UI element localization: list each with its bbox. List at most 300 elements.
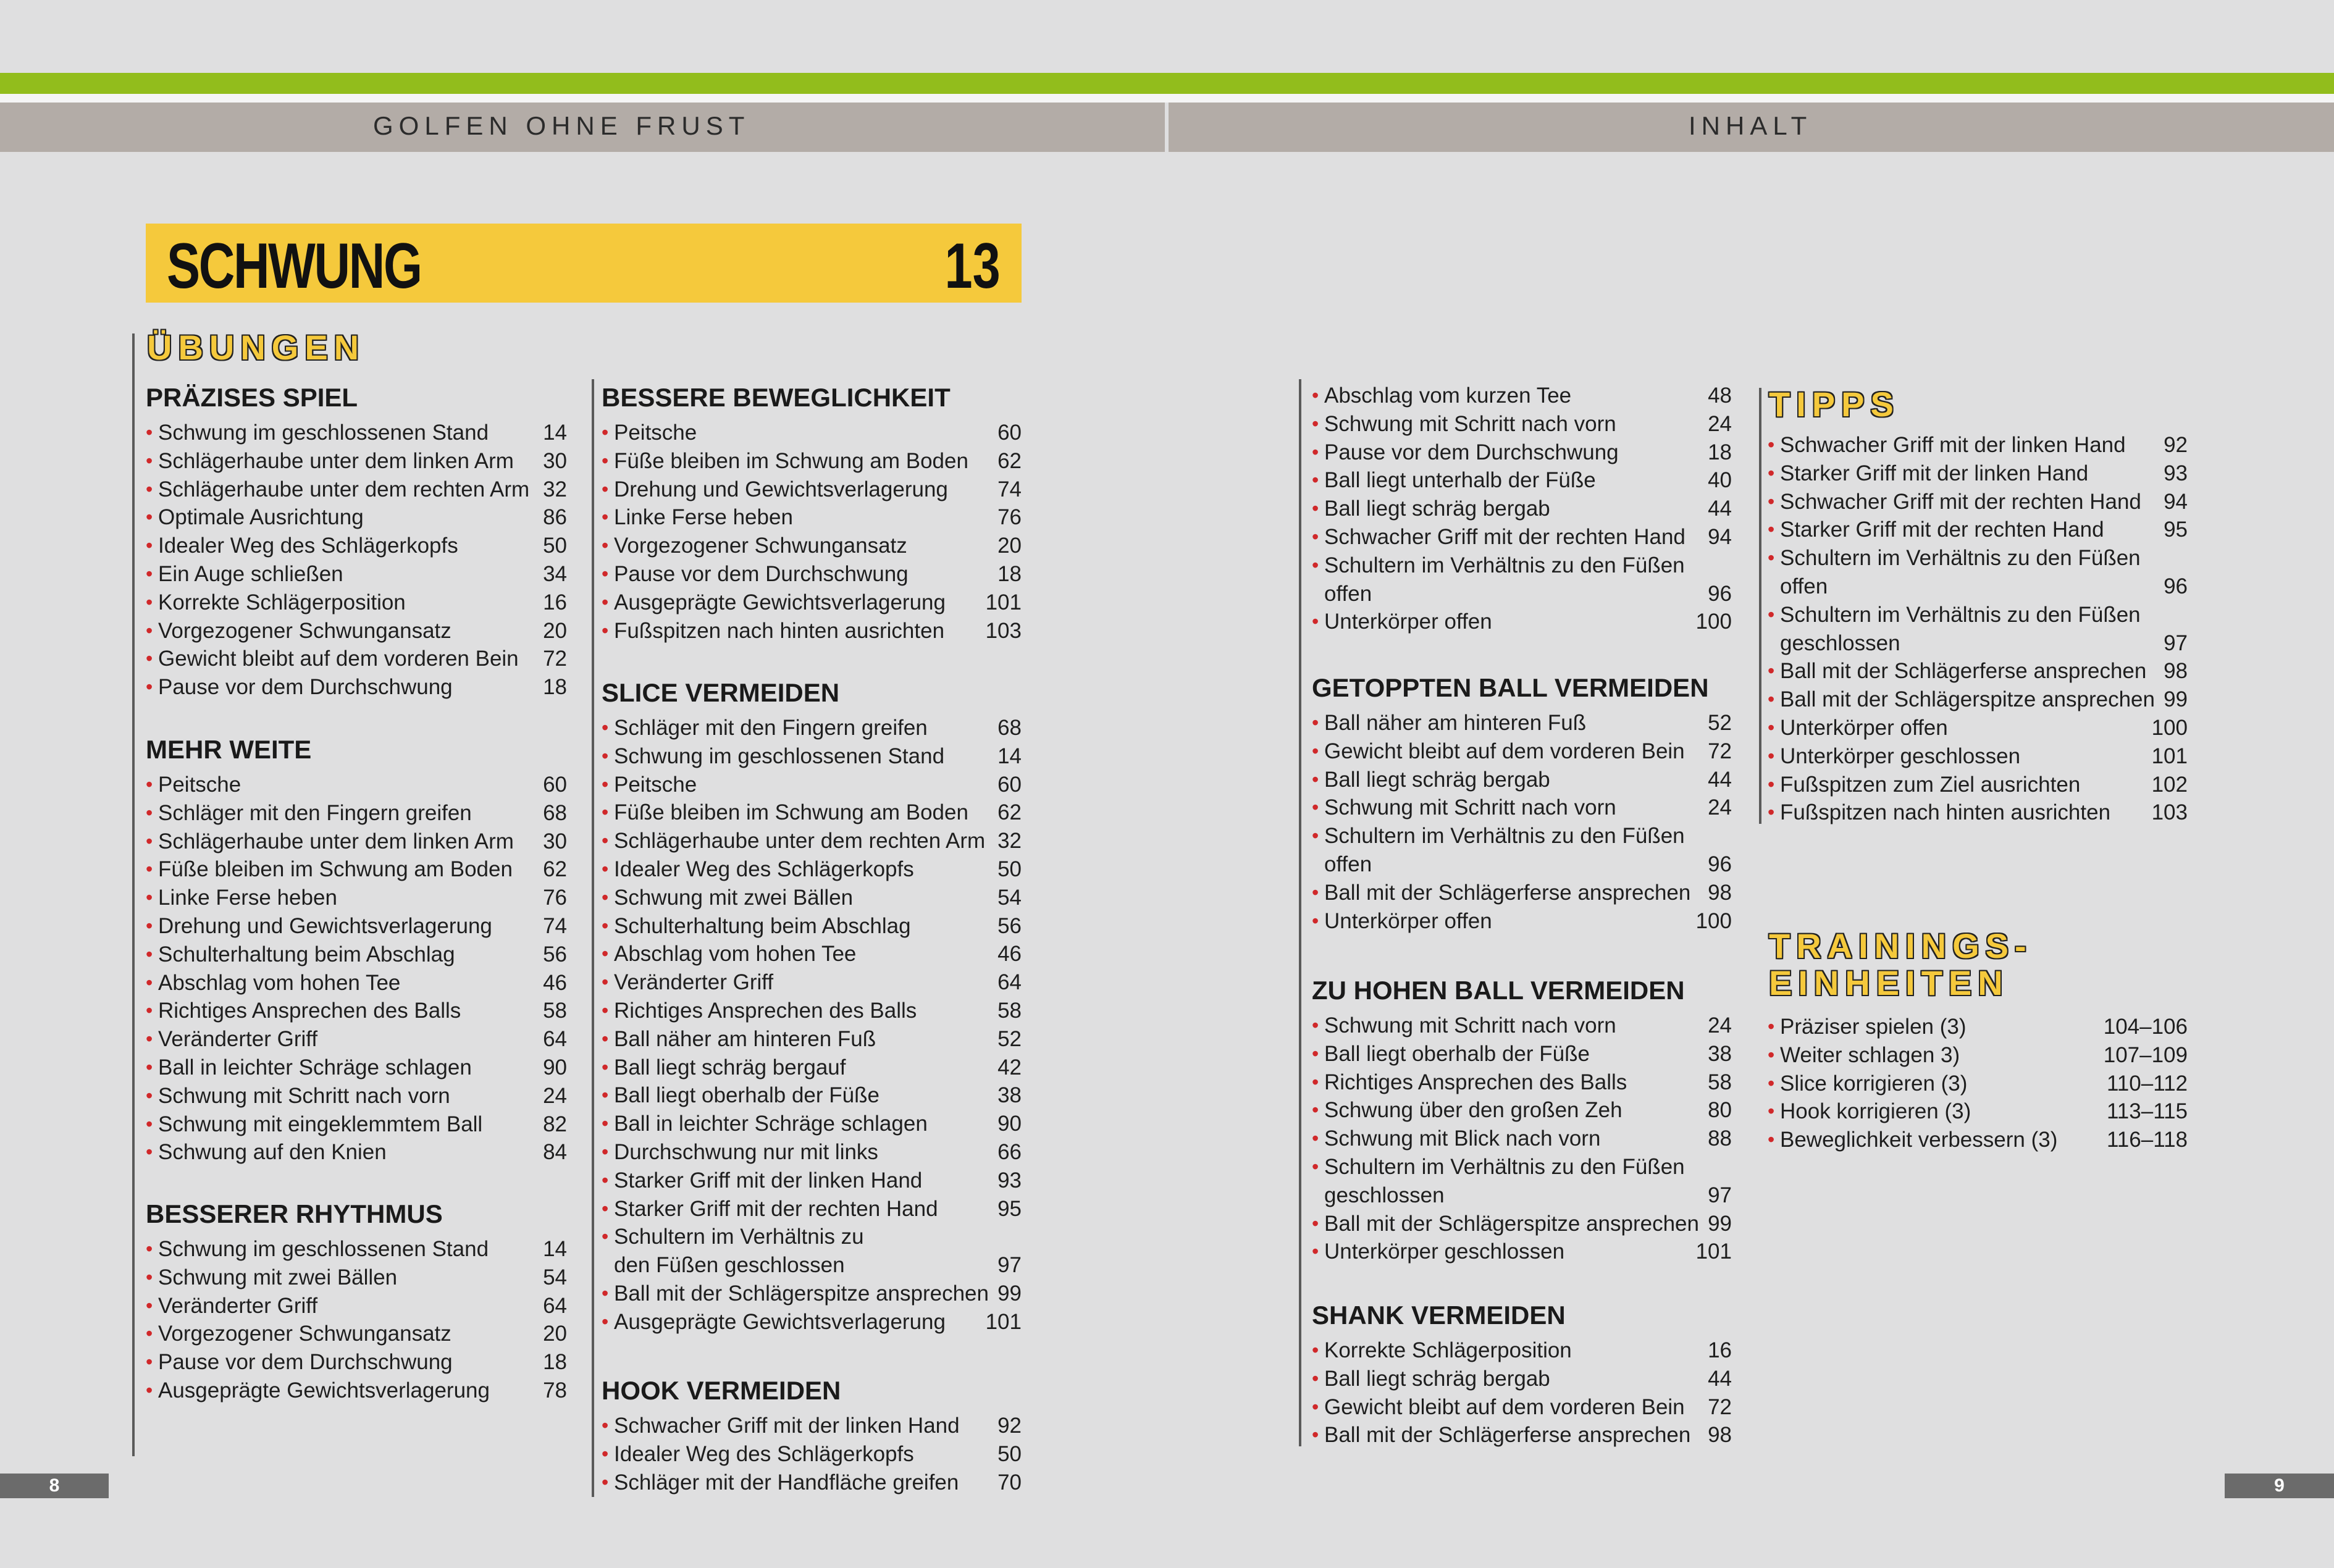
toc-entry-page: 42: [997, 1055, 1022, 1080]
toc-entry: [1768, 544, 2188, 601]
toc-entry-page: 107–109: [2103, 1042, 2188, 1067]
toc-entry-page: 52: [997, 1026, 1022, 1051]
toc-entry-title: Ball in leichter Schräge schlagen: [158, 1055, 472, 1080]
toc-entry-page: 84: [543, 1140, 567, 1165]
toc-entry: [146, 855, 567, 884]
toc-entry: [146, 884, 567, 912]
toc-entry-page: 18: [543, 675, 567, 700]
toc-entry-title: Abschlag vom hohen Tee: [614, 942, 857, 966]
toc-entry-page: 66: [997, 1139, 1022, 1164]
toc-entry-title: Schwung über den großen Zeh: [1324, 1098, 1622, 1123]
toc-entry-title: Unterkörper offen: [1324, 610, 1492, 634]
toc-entry-title: Präziser spielen (3): [1780, 1015, 1967, 1039]
toc-entry-title: Schultern im Verhältnis zu den Füßen: [1780, 602, 2141, 627]
toc-entry-title: Peitsche: [614, 772, 697, 797]
toc-entry: [1312, 382, 1732, 410]
toc-entry: [1312, 1365, 1732, 1393]
toc-entry-title: Ball mit der Schlägerspitze ansprechen: [614, 1281, 989, 1306]
toc-entry-title: Schläger mit den Fingern greifen: [614, 716, 928, 740]
toc-entry-title-continued: offen: [1324, 581, 1372, 606]
toc-entry: [1312, 1153, 1732, 1210]
column-rule-3: [1299, 379, 1301, 1446]
toc-entry-title: Pause vor dem Durchschwung: [1324, 440, 1619, 464]
toc-entry-title: Starker Griff mit der linken Hand: [1780, 461, 2089, 485]
toc-entry-title: Ball liegt schräg bergauf: [614, 1055, 846, 1080]
toc-entry-page: 32: [543, 477, 567, 501]
toc-entry-title: Ball mit der Schlägerspitze ansprechen: [1324, 1211, 1699, 1236]
toc-entry-page: 16: [1708, 1338, 1732, 1362]
toc-entry: [146, 589, 567, 617]
toc-entry-page: 100: [1695, 908, 1732, 933]
toc-entry-page: 58: [997, 998, 1022, 1023]
toc-entry-page: 18: [997, 561, 1022, 586]
toc-list: [146, 771, 567, 1167]
toc-entry-title: Schwung im geschlossenen Stand: [158, 1237, 489, 1261]
toc-entry-title: Ausgeprägte Gewichtsverlagerung: [614, 590, 946, 614]
toc-entry: [146, 1138, 567, 1167]
toc-entry-page: 92: [997, 1414, 1022, 1438]
toc-entry-title: Peitsche: [614, 421, 697, 445]
toc-entry-page: 24: [1708, 411, 1732, 436]
toc-entry-page: 38: [997, 1083, 1022, 1108]
trainings-heading: [1769, 928, 2033, 1002]
toc-entry-title: Ball mit der Schlägerferse ansprechen: [1324, 1423, 1691, 1448]
toc-entry-title: Schwacher Griff mit der rechten Hand: [1324, 524, 1685, 549]
toc-entry-page: 99: [997, 1281, 1022, 1306]
toc-entry-page: 98: [2164, 659, 2188, 684]
toc-entry: [146, 419, 567, 447]
toc-entry-title: Pause vor dem Durchschwung: [614, 561, 909, 586]
toc-entry-title: Linke Ferse heben: [614, 505, 793, 530]
toc-entry-page: 68: [997, 716, 1022, 740]
toc-entry-title: Ball mit der Schlägerspitze ansprechen: [1780, 687, 2155, 712]
toc-entry: [602, 742, 1022, 771]
toc-entry-page: 101: [985, 1309, 1022, 1334]
toc-entry-page: 94: [1708, 524, 1732, 549]
toc-entry: [602, 476, 1022, 504]
toc-entry-page: 92: [2164, 433, 2188, 457]
toc-entry-page: 72: [543, 647, 567, 671]
toc-entry-page: 101: [1695, 1239, 1732, 1264]
toc-entry: [146, 1235, 567, 1264]
toc-entry: [1312, 1393, 1732, 1422]
toc-entry-page: 60: [543, 773, 567, 797]
toc-entry: [602, 589, 1022, 617]
trainings-heading-line2: EINHEITEN: [1769, 963, 2009, 1002]
toc-entry-title: Abschlag vom kurzen Tee: [1324, 384, 1572, 408]
toc-entry-title: Abschlag vom hohen Tee: [158, 970, 401, 995]
toc-entry: [1312, 879, 1732, 907]
toc-entry: [146, 799, 567, 828]
toc-entry-page: 97: [997, 1253, 1022, 1278]
toc-entry-page: 64: [997, 970, 1022, 995]
toc-entry-title: Schwung mit Schritt nach vorn: [1324, 411, 1616, 436]
toc-entry-title: Ball liegt unterhalb der Füße: [1324, 468, 1596, 493]
top-accent-bar: [0, 73, 2334, 94]
page-number-right: 9: [2225, 1474, 2334, 1498]
toc-entry-page: 113–115: [2106, 1099, 2188, 1124]
toc-entry: [602, 1280, 1022, 1308]
section-title: PRÄZISES SPIEL: [146, 383, 358, 412]
toc-entry-title: Ball näher am hinteren Fuß: [614, 1026, 876, 1051]
section-tipps: [1768, 431, 2188, 827]
toc-entry-page: 93: [2164, 461, 2188, 485]
toc-entry: [602, 997, 1022, 1025]
toc-entry: [146, 1377, 567, 1405]
toc-entry-title: Schläger mit den Fingern greifen: [158, 800, 472, 825]
toc-entry-title-continued: offen: [1324, 852, 1372, 876]
column-rule-1: [132, 333, 135, 1456]
toc-entry-title: Richtiges Ansprechen des Balls: [1324, 1070, 1627, 1094]
toc-entry: [602, 617, 1022, 645]
toc-entry-page: 95: [2164, 518, 2188, 542]
toc-entry-page: 20: [543, 1322, 567, 1346]
toc-entry: [1312, 737, 1732, 766]
toc-entry: [1768, 601, 2188, 658]
toc-entry-page: 58: [543, 999, 567, 1023]
toc-entry: [602, 855, 1022, 884]
toc-entry-title: Richtiges Ansprechen des Balls: [614, 998, 917, 1023]
toc-entry-title: Peitsche: [158, 773, 241, 797]
toc-entry: [146, 560, 567, 589]
toc-entry-page: 101: [2151, 744, 2188, 768]
toc-entry-title: Vorgezogener Schwungansatz: [158, 618, 451, 643]
toc-entry: [602, 1469, 1022, 1497]
toc-entry: [1312, 523, 1732, 551]
section-praezises-spiel: [146, 380, 567, 702]
toc-entry-title: Starker Griff mit der linken Hand: [614, 1168, 923, 1193]
toc-entry: [1312, 766, 1732, 794]
toc-entry: [602, 799, 1022, 827]
toc-entry: [146, 1025, 567, 1054]
toc-entry-page: 97: [2164, 631, 2188, 655]
running-head-left: GOLFEN OHNE FRUST: [373, 111, 750, 140]
toc-entry-page: 103: [2151, 800, 2188, 825]
toc-list: [602, 419, 1022, 645]
toc-entry-page: 14: [997, 744, 1022, 768]
toc-entry-title: Idealer Weg des Schlägerkopfs: [614, 1441, 914, 1466]
toc-entry-title: Schultern im Verhältnis zu den Füßen: [1324, 1154, 1685, 1179]
toc-entry-page: 46: [543, 970, 567, 995]
toc-entry: [146, 1082, 567, 1110]
toc-entry-title: Schwung mit Schritt nach vorn: [1324, 795, 1616, 820]
toc-entry-title: Schultern im Verhältnis zu den Füßen: [1780, 546, 2141, 571]
toc-entry: [1312, 822, 1732, 879]
toc-entry-title: Ausgeprägte Gewichtsverlagerung: [614, 1309, 946, 1334]
toc-entry: [602, 1308, 1022, 1336]
toc-entry-page: 56: [543, 942, 567, 966]
toc-entry-title: Schulterhaltung beim Abschlag: [158, 942, 455, 966]
toc-entry: [602, 532, 1022, 560]
toc-entry-title: Vorgezogener Schwungansatz: [158, 1322, 451, 1346]
toc-entry-title: Schwung mit zwei Bällen: [614, 885, 854, 910]
toc-entry-page: 30: [543, 448, 567, 473]
toc-entry-title: Schwung mit Schritt nach vorn: [158, 1083, 450, 1108]
toc-entry-title: Schlägerhaube unter dem rechten Arm: [158, 477, 530, 501]
toc-entry: [602, 968, 1022, 997]
toc-entry-page: 95: [997, 1196, 1022, 1221]
toc-entry-title: Vorgezogener Schwungansatz: [614, 534, 907, 558]
toc-entry-page: 88: [1708, 1126, 1732, 1151]
section-title: BESSERE BEWEGLICHKEIT: [602, 383, 951, 412]
toc-entry-page: 98: [1708, 880, 1732, 905]
toc-entry-page: 96: [1708, 852, 1732, 876]
toc-entry-title: Schwung auf den Knien: [158, 1140, 387, 1165]
toc-entry: [1312, 1012, 1732, 1040]
toc-entry-title: Schläger mit der Handfläche greifen: [614, 1470, 959, 1495]
chapter-title-box: [146, 224, 1022, 303]
toc-entry: [602, 1081, 1022, 1110]
toc-entry-title: Gewicht bleibt auf dem vorderen Bein: [1324, 739, 1685, 763]
toc-entry-title: Schwacher Griff mit der rechten Hand: [1780, 489, 2141, 514]
toc-entry-title: Beweglichkeit verbessern (3): [1780, 1128, 2058, 1152]
toc-entry-page: 76: [543, 886, 567, 910]
column-rule-4: [1759, 388, 1761, 824]
toc-entry: [1768, 516, 2188, 544]
toc-entry-title: Veränderter Griff: [158, 1293, 318, 1318]
toc-entry: [146, 941, 567, 969]
toc-entry: [146, 828, 567, 856]
trainings-heading-line1: TRAININGS-: [1769, 926, 2033, 965]
toc-entry-page: 24: [1708, 1013, 1732, 1038]
toc-entry: [1312, 438, 1732, 467]
toc-entry: [1312, 1125, 1732, 1153]
toc-entry-page: 40: [1708, 468, 1732, 493]
toc-entry: [602, 884, 1022, 912]
section-besserer-rhythmus: [146, 1197, 567, 1405]
toc-list: [602, 1412, 1022, 1496]
section-hook-continued: [1312, 382, 1732, 636]
toc-entry-page: 72: [1708, 739, 1732, 763]
toc-entry-page: 20: [997, 534, 1022, 558]
toc-entry-title: Schulterhaltung beim Abschlag: [614, 913, 911, 938]
toc-entry: [602, 1223, 1022, 1280]
toc-entry: [1312, 1040, 1732, 1068]
toc-entry: [1768, 1097, 2188, 1126]
toc-list: [1312, 382, 1732, 636]
toc-entry: [146, 503, 567, 532]
toc-entry: [602, 1110, 1022, 1138]
toc-entry-title: Gewicht bleibt auf dem vorderen Bein: [1324, 1394, 1685, 1419]
toc-entry-title-continued: geschlossen: [1324, 1183, 1445, 1207]
toc-entry: [1768, 1013, 2188, 1041]
section-title: SLICE VERMEIDEN: [602, 678, 840, 707]
toc-entry-page: 93: [997, 1168, 1022, 1193]
toc-entry-page: 44: [1708, 497, 1732, 521]
toc-entry: [1768, 742, 2188, 771]
toc-entry-title: Optimale Ausrichtung: [158, 505, 364, 530]
toc-entry-page: 78: [543, 1378, 567, 1402]
toc-entry: [602, 1138, 1022, 1167]
toc-entry-page: 62: [543, 857, 567, 882]
toc-entry-page: 46: [997, 942, 1022, 966]
toc-entry-page: 99: [1708, 1211, 1732, 1236]
toc-entry: [1312, 608, 1732, 636]
toc-list: [1312, 709, 1732, 935]
section-shank-vermeiden: [1312, 1298, 1732, 1449]
toc-entry-title: Starker Griff mit der rechten Hand: [1780, 518, 2104, 542]
toc-list: [1768, 431, 2188, 827]
toc-list: [1768, 1013, 2188, 1154]
running-head-right: INHALT: [1689, 111, 1813, 140]
toc-entry-title: Schwacher Griff mit der linken Hand: [614, 1414, 960, 1438]
toc-entry-title: Ball liegt schräg bergab: [1324, 497, 1550, 521]
toc-entry-title: Fußspitzen zum Ziel ausrichten: [1780, 772, 2081, 797]
toc-entry-title: Schlägerhaube unter dem linken Arm: [158, 448, 514, 473]
toc-entry: [146, 447, 567, 476]
toc-entry-page: 74: [543, 913, 567, 938]
toc-list: [602, 714, 1022, 1336]
toc-entry: [602, 560, 1022, 589]
toc-entry-title: Unterkörper geschlossen: [1780, 744, 2021, 768]
toc-entry-title-continued: geschlossen: [1780, 631, 1900, 655]
toc-entry: [602, 1440, 1022, 1469]
toc-entry-title: Ball liegt oberhalb der Füße: [614, 1083, 879, 1108]
toc-entry-title: Schlägerhaube unter dem linken Arm: [158, 829, 514, 853]
toc-entry-page: 50: [997, 1441, 1022, 1466]
toc-entry: [602, 1412, 1022, 1440]
toc-entry: [1768, 431, 2188, 459]
toc-entry-title: Schultern im Verhältnis zu: [614, 1225, 864, 1249]
toc-entry: [146, 912, 567, 941]
toc-entry: [1312, 709, 1732, 737]
toc-entry-title: Ball mit der Schlägerferse ansprechen: [1324, 880, 1691, 905]
toc-entry-title: Schlägerhaube unter dem rechten Arm: [614, 829, 986, 853]
toc-entry-page: 68: [543, 800, 567, 825]
toc-entry-title: Korrekte Schlägerposition: [158, 590, 406, 614]
section-title: MEHR WEITE: [146, 735, 312, 764]
toc-entry-title: Durchschwung nur mit links: [614, 1139, 878, 1164]
toc-entry-page: 96: [1708, 581, 1732, 606]
toc-entry: [1312, 1336, 1732, 1365]
uebungen-heading: ÜBUNGEN: [147, 328, 366, 367]
toc-entry-page: 74: [997, 477, 1022, 501]
toc-entry-page: 62: [997, 448, 1022, 473]
toc-entry-title: Korrekte Schlägerposition: [1324, 1338, 1572, 1362]
toc-entry: [1312, 495, 1732, 523]
section-hook-vermeiden: [602, 1373, 1022, 1496]
toc-entry-page: 58: [1708, 1070, 1732, 1094]
section-title: GETOPPTEN BALL VERMEIDEN: [1312, 673, 1709, 702]
toc-entry: [1768, 1070, 2188, 1098]
chapter-page: 13: [944, 230, 1001, 302]
toc-entry-page: 50: [543, 534, 567, 558]
toc-entry-page: 94: [2164, 489, 2188, 514]
toc-entry: [1312, 1210, 1732, 1238]
toc-entry: [1312, 551, 1732, 608]
toc-entry-page: 30: [543, 829, 567, 853]
toc-entry-title: Drehung und Gewichtsverlagerung: [158, 913, 492, 938]
toc-entry: [146, 1054, 567, 1082]
toc-entry-title: Veränderter Griff: [614, 970, 774, 995]
toc-entry-title: Schwung im geschlossenen Stand: [614, 744, 945, 768]
toc-entry-title: Schultern im Verhältnis zu den Füßen: [1324, 553, 1685, 577]
toc-entry-title: Füße bleiben im Schwung am Boden: [158, 857, 513, 882]
section-title: HOOK VERMEIDEN: [602, 1376, 841, 1405]
toc-entry-page: 56: [997, 913, 1022, 938]
toc-entry: [602, 1195, 1022, 1223]
toc-entry-title: Schwung mit zwei Bällen: [158, 1265, 398, 1289]
toc-entry: [1312, 907, 1732, 936]
toc-entry-page: 18: [543, 1350, 567, 1375]
toc-entry-title: Schwung im geschlossenen Stand: [158, 421, 489, 445]
toc-entry: [146, 969, 567, 997]
toc-entry-title: Unterkörper geschlossen: [1324, 1239, 1565, 1264]
toc-entry-title: Idealer Weg des Schlägerkopfs: [158, 534, 458, 558]
toc-entry: [602, 419, 1022, 447]
toc-entry-page: 32: [997, 829, 1022, 853]
toc-entry: [602, 940, 1022, 968]
toc-entry-title: Weiter schlagen 3): [1780, 1042, 1960, 1067]
toc-entry: [602, 771, 1022, 799]
toc-entry-title: Ball in leichter Schräge schlagen: [614, 1112, 928, 1136]
toc-entry-page: 90: [543, 1055, 567, 1080]
toc-entry-title: Hook korrigieren (3): [1780, 1099, 1971, 1124]
toc-entry-title: Fußspitzen nach hinten ausrichten: [614, 618, 945, 643]
column-rule-2: [592, 379, 594, 1497]
toc-entry-page: 100: [2151, 715, 2188, 740]
toc-entry-page: 76: [997, 505, 1022, 530]
toc-entry: [1312, 466, 1732, 495]
toc-entry: [146, 673, 567, 702]
section-zu-hohen-ball: [1312, 973, 1732, 1266]
toc-entry-title: Idealer Weg des Schlägerkopfs: [614, 857, 914, 881]
toc-entry-page: 14: [543, 1237, 567, 1261]
section-slice-vermeiden: [602, 676, 1022, 1336]
section-bessere-beweglichkeit: [602, 380, 1022, 645]
toc-entry-title: Gewicht bleibt auf dem vorderen Bein: [158, 647, 519, 671]
toc-list: [146, 419, 567, 702]
toc-entry: [146, 1320, 567, 1348]
toc-entry: [1768, 657, 2188, 685]
section-title: SHANK VERMEIDEN: [1312, 1301, 1566, 1330]
toc-entry-page: 20: [543, 618, 567, 643]
toc-entry-page: 44: [1708, 767, 1732, 792]
toc-list: [146, 1235, 567, 1405]
toc-entry-page: 44: [1708, 1366, 1732, 1391]
toc-entry-page: 80: [1708, 1098, 1732, 1123]
toc-entry: [1768, 1126, 2188, 1154]
toc-entry-page: 99: [2164, 687, 2188, 712]
toc-entry-title: Schultern im Verhältnis zu den Füßen: [1324, 824, 1685, 849]
toc-entry-title: Ball liegt schräg bergab: [1324, 1366, 1550, 1391]
accent-divider: [0, 94, 2334, 103]
toc-entry-page: 14: [543, 421, 567, 445]
toc-entry-title-continued: den Füßen geschlossen: [614, 1253, 845, 1278]
page-number-left: 8: [0, 1474, 109, 1498]
toc-entry-title: Ball liegt schräg bergab: [1324, 767, 1550, 792]
toc-entry-page: 54: [543, 1265, 567, 1289]
toc-entry: [146, 771, 567, 799]
toc-entry: [146, 1264, 567, 1292]
toc-entry-title: Fußspitzen nach hinten ausrichten: [1780, 800, 2111, 825]
toc-entry-title: Richtiges Ansprechen des Balls: [158, 999, 461, 1023]
toc-entry-page: 101: [985, 590, 1022, 614]
toc-entry-title: Ball liegt oberhalb der Füße: [1324, 1041, 1590, 1066]
toc-entry-title: Slice korrigieren (3): [1780, 1071, 1968, 1096]
toc-entry-title: Ball mit der Schlägerferse ansprechen: [1780, 659, 2147, 684]
toc-entry-page: 72: [1708, 1394, 1732, 1419]
toc-entry: [602, 714, 1022, 742]
toc-entry-page: 16: [543, 590, 567, 614]
toc-entry: [146, 532, 567, 560]
toc-entry: [1312, 1068, 1732, 1097]
toc-entry: [1312, 794, 1732, 822]
section-trainingseinheiten: [1768, 1013, 2188, 1154]
toc-entry: [146, 617, 567, 645]
toc-entry: [1768, 459, 2188, 488]
section-mehr-weite: [146, 732, 567, 1167]
